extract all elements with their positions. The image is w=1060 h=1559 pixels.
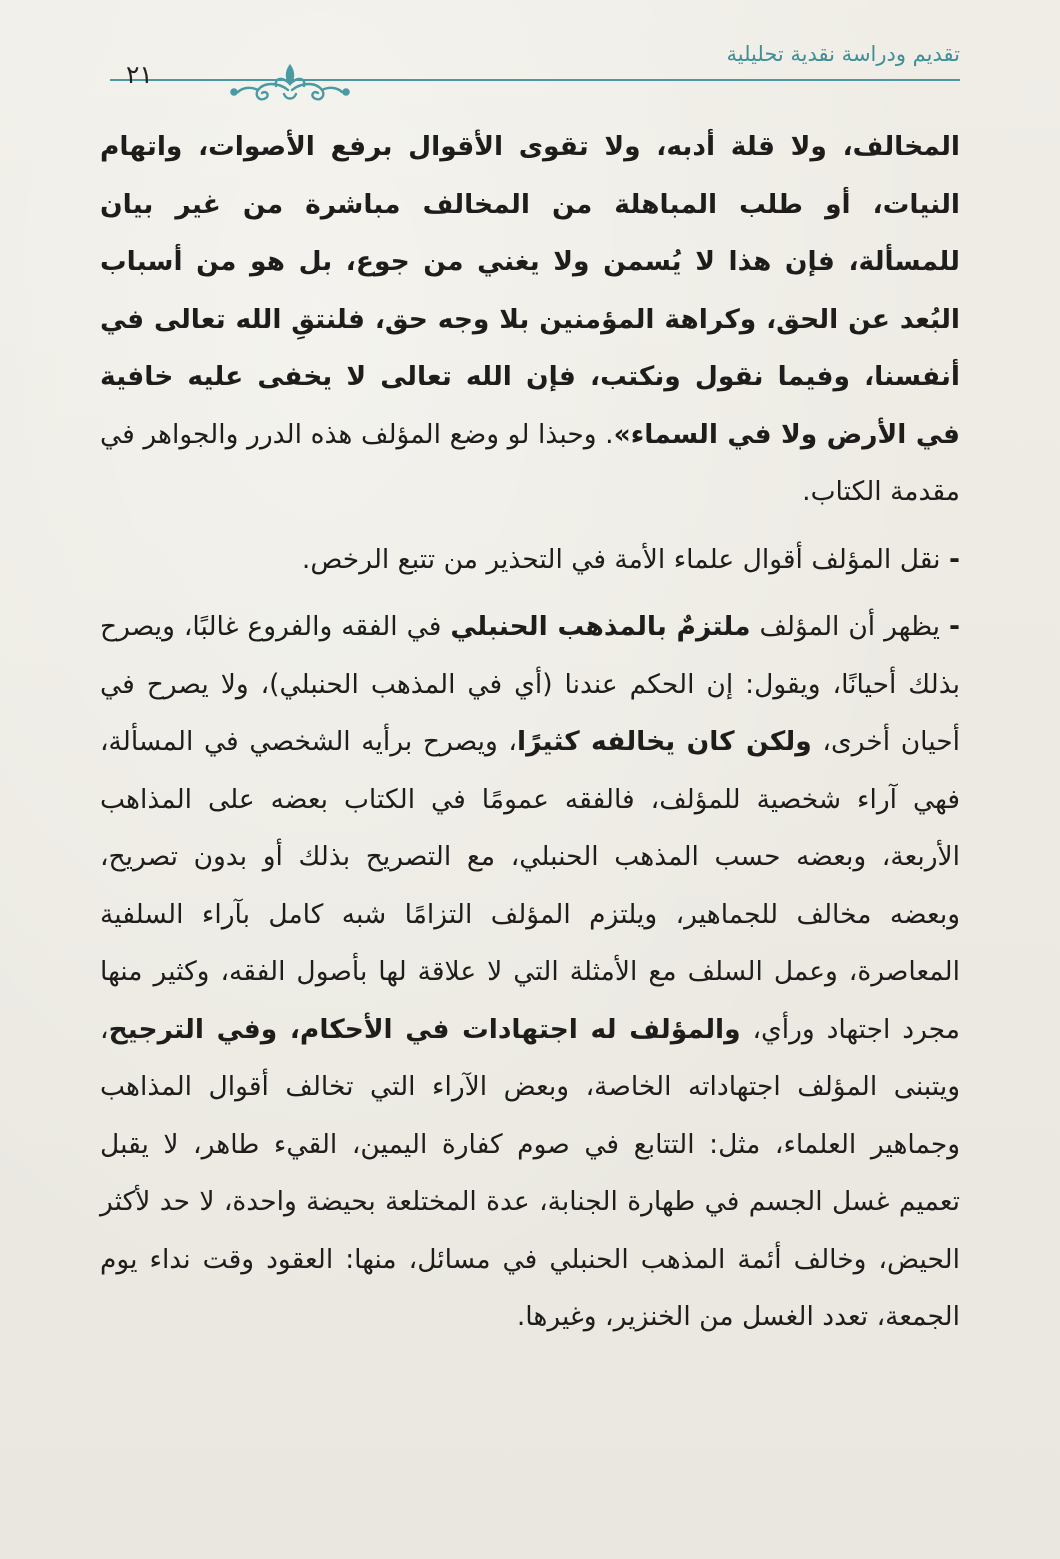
running-title: تقديم ودراسة نقدية تحليلية xyxy=(726,42,960,66)
quote-segment: فإن الله تعالى لا يخفى عليه خافية في الأرض ولا في السماء» xyxy=(100,361,960,450)
text-segment: ، ويتبنى المؤلف اجتهاداته الخاصة، وبعض الآراء التي تخالف أقوال المذاهب وجماهير العلماء، مثل: التتابع في صوم كفارة اليمين، القيء طاهر، لا يقبل تعميم غسل الجسم في طهارة الجنابة، عدة المختلعة بحيضة واحدة، لا حد لأكثر الحيض، وخالف أئمة المذهب الحنبلي في مسائل، منها: العقود وقت نداء يوم الجمعة، تعدد الغسل من الخنزير، وغيرها. xyxy=(100,1013,960,1332)
text-segment: المخالف، ولا قلة أدبه، ولا تقوى الأقوال برفع الأصوات، واتهام النيات، أو طلب المباهلة من المخالف مباشرة من غير بيان للمسألة، فإن هذا لا يُسمن ولا يغني من جوع، بل هو من أسباب البُعد عن الحق، وكراهة المؤمنين بلا وجه حق، فلنتقِ الله تعالى في أنفسنا، وفيما نقول ونكتب، xyxy=(100,131,960,392)
emphasis-segment: والمؤلف له اجتهادات في الأحكام، وفي الترجيح xyxy=(108,1013,741,1045)
emphasis-segment: ملتزمٌ بالمذهب الحنبلي xyxy=(450,611,751,642)
bullet-dash: - xyxy=(949,543,960,575)
paragraph-3 xyxy=(100,598,960,1346)
text-segment: . وحبذا لو وضع المؤلف هذه الدرر والجواهر في مقدمة الكتاب. xyxy=(100,418,960,507)
text-segment: يظهر أن المؤلف xyxy=(750,611,949,642)
text-segment: ، ويصرح برأيه الشخصي في المسألة، فهي آراء شخصية للمؤلف، فالفقه عمومًا في الكتاب بعضه على المذاهب الأربعة، وبعضه حسب المذهب الحنبلي، مع التصريح بذلك أو بدون تصريح، وبعضه مخالف للجماهير، ويلتزم المؤلف التزامًا شبه كامل بآراء السلفية المعاصرة، وعمل السلف مع الأمثلة التي لا علاقة لها بأصول الفقه، وكثير منها مجرد اجتهاد ورأي، xyxy=(100,726,960,1045)
page-number: ٢١ xyxy=(126,60,153,89)
page-header xyxy=(110,42,960,112)
bullet-dash: - xyxy=(949,611,960,642)
text-segment: في الفقه والفروع غالبًا، ويصرح بذلك أحيانًا، ويقول: إن الحكم عندنا (أي في المذهب الحنبلي)، ولا يصرح في أحيان أخرى، xyxy=(100,611,960,757)
floral-ornament-icon xyxy=(230,60,350,106)
body-text xyxy=(100,118,960,1346)
paragraph-2 xyxy=(100,531,960,589)
text-segment: نقل المؤلف أقوال علماء الأمة في التحذير من تتبع الرخص. xyxy=(301,543,949,575)
emphasis-segment: ولكن كان يخالفه كثيرًا xyxy=(516,726,812,757)
paragraph-1 xyxy=(100,118,960,521)
